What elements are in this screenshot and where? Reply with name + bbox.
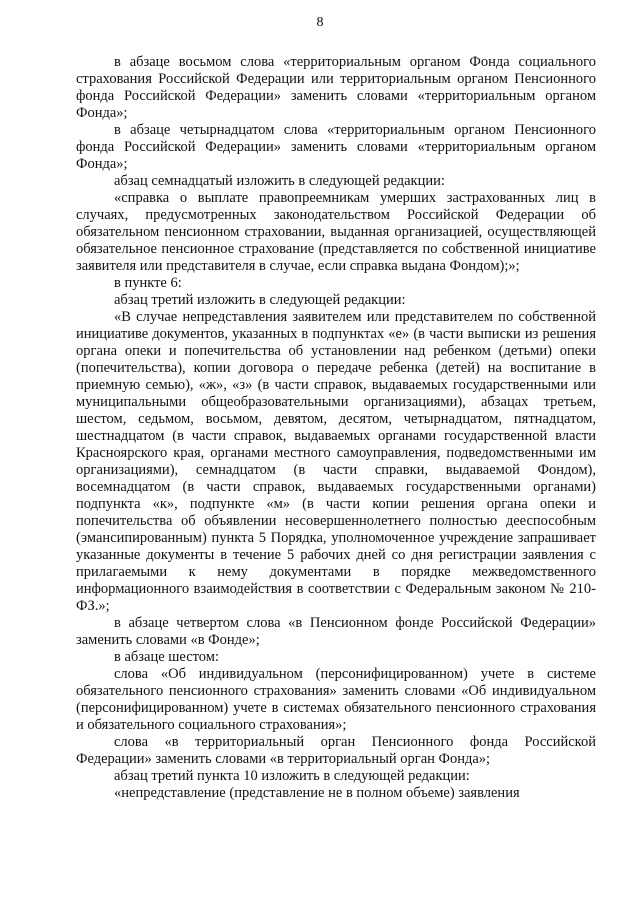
- paragraph: в пункте 6:: [114, 275, 182, 291]
- document-body: [76, 54, 596, 802]
- paragraph: «В случае непредставления заявителем или представителем по собственной инициативе документов, указанных в подпунктах «е» (в части выписки из решения органа опеки и попечительства об установлении над ребенком (детьми) опеки (попечительства), копии договора о передаче ребенка (детей) на воспитание в приемную семью), «ж», «з» (в части справок, выдаваемых государственными или муниципальными общеобразовательными организациями), абзацах третьем, шестом, седьмом, восьмом, девятом, десятом, четырнадцатом, пятнадцатом, шестнадцатом (в части справок, выдаваемых органами государственной власти Красноярского края, органами местного самоуправления, подведомственными им организациями), семнадцатом (в части справки, выдаваемой Фондом), восемнадцатом (в части справок, выдаваемых государственными органами) подпункта «к», подпункте «м» (в части копии решения органа опеки и попечительства об объявлении несовершеннолетнего полностью дееспособным (эмансипированным) пункта 5 Порядка, уполномоченное учреждение запрашивает указанные документы в течение 5 рабочих дней со дня регистрации заявления с прилагаемыми к нему документами в порядке межведомственного информационного взаимодействия в соответствии с Федеральным законом № 210-ФЗ.»;: [76, 309, 596, 614]
- paragraph: в абзаце четырнадцатом слова «территориальным органом Пенсионного фонда Российской Федерации» заменить словами «территориальным органом Фонда»;: [76, 122, 596, 172]
- paragraph: слова «в территориальный орган Пенсионного фонда Российской Федерации» заменить словами «в территориальный орган Фонда»;: [76, 734, 596, 767]
- paragraph: в абзаце четвертом слова «в Пенсионном фонде Российской Федерации» заменить словами «в Фонде»;: [76, 615, 596, 648]
- paragraph: абзац третий пункта 10 изложить в следующей редакции:: [114, 768, 470, 784]
- paragraph: в абзаце шестом:: [114, 649, 219, 665]
- page-number: 8: [316, 15, 324, 30]
- paragraph: «справка о выплате правопреемникам умерших застрахованных лиц в случаях, предусмотренных законодательством Российской Федерации об обязательном пенсионном страховании, выданная организацией, осуществляющей обязательное пенсионное страхование (представляется по собственной инициативе заявителя или представителя в случае, если справка выдана Фондом);»;: [76, 190, 596, 274]
- paragraph: слова «Об индивидуальном (персонифицированном) учете в системе обязательного пенсионного страхования» заменить словами «Об индивидуальном (персонифицированном) учете в системах обязательного пенсионного страхования и обязательного социального страхования»;: [76, 666, 596, 733]
- paragraph: абзац семнадцатый изложить в следующей редакции:: [114, 173, 445, 189]
- paragraph: абзац третий изложить в следующей редакции:: [114, 292, 406, 308]
- paragraph: в абзаце восьмом слова «территориальным органом Фонда социального страхования Российской Федерации или территориальным органом Пенсионного фонда Российской Федерации» заменить словами «территориальным органом Фонда»;: [76, 54, 596, 121]
- paragraph: «непредставление (представление не в полном объеме) заявления: [114, 785, 520, 801]
